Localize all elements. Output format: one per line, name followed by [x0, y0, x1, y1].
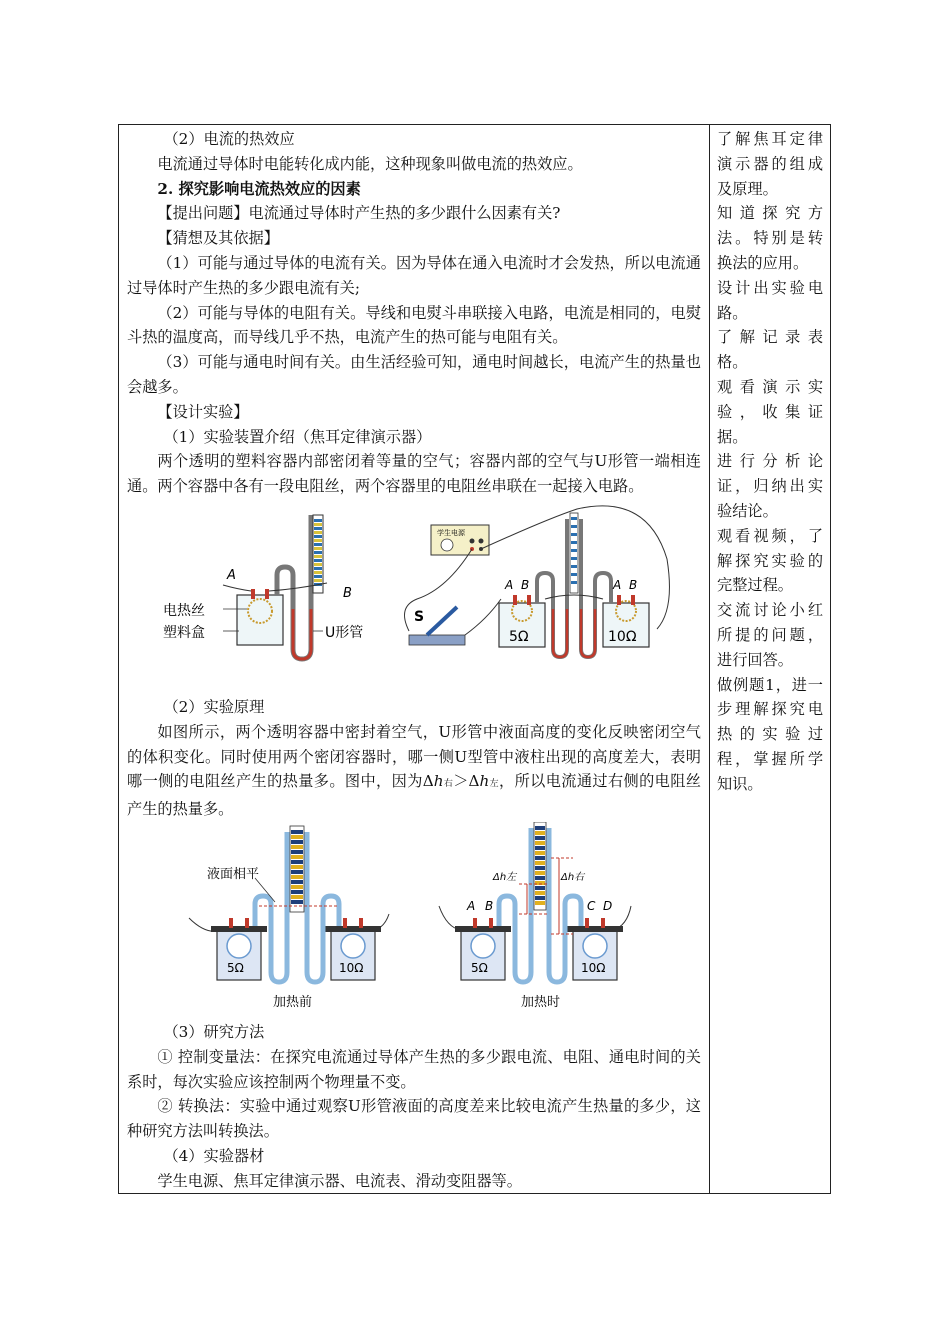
principle-paragraph: 如图所示，两个透明容器中密封着空气，U形管中液面高度的变化反映密闭空气的体积变化。同时使用两个密闭容器时，哪一侧U型管中液柱出现的高度差大，表明哪一侧的电阻丝产生的热量多。图中，因为Δh右＞Δh左，所以电流通过右侧的电阻丝产生的热量多。	[127, 722, 701, 819]
apparatus-paragraph: 两个透明的塑料容器内部密闭着等量的空气；容器内部的空气与U形管一端相连通。两个容器中各有一段电阻丝，两个容器里的电阻丝串联在一起接入电路。	[127, 452, 701, 496]
label-a2: A	[505, 577, 514, 592]
during-5ohm: 5Ω	[471, 960, 488, 975]
resistor-10-label: 10Ω	[608, 628, 637, 645]
side-note-7: 观看视频，了解探究实验的完整过程。	[717, 526, 823, 595]
dh-left-label: Δh左	[493, 871, 517, 883]
label-a3: A	[613, 577, 622, 592]
hypothesis-3: （3）可能与通电时间有关。由生活经验可知，通电时间越长，电流产生的热量也会越多。	[127, 353, 701, 396]
point-d: D	[603, 898, 613, 913]
question-paragraph: 【提出问题】电流通过导体时产生热的多少跟什么因素有关?	[157, 204, 561, 223]
label-level-equal: 液面相平	[207, 866, 260, 882]
side-note-6: 进行分析论证，归纳出实验结论。	[717, 452, 823, 520]
point-c: C	[587, 898, 596, 913]
apparatus-figure	[127, 499, 701, 695]
hypothesis-1: （1）可能与通过导体的电流有关。因为导体在通入电流时才会发热，所以电流通过导体时产生热的多少跟电流有关;	[127, 253, 701, 297]
apparatus-heading: （1）实验装置介绍（焦耳定律演示器）	[163, 427, 432, 446]
method-heading: （3）研究方法	[163, 1022, 265, 1041]
resistor-5-label: 5Ω	[509, 628, 529, 645]
principle-figure	[127, 822, 701, 1020]
method-control-variables: ① 控制变量法：在探究电流通过导体产生热的多少跟电流、电阻、通电时间的关系时，每次实验应该控制两个物理量不变。	[127, 1047, 701, 1091]
point-b: B	[485, 898, 494, 913]
label-u-tube: U形管	[325, 624, 364, 641]
during-10ohm: 10Ω	[581, 960, 606, 975]
side-note-4: 了解记录表格。	[717, 328, 823, 372]
side-note-9: 做例题1，进一步理解探究电热的实验过程，掌握所学知识。	[717, 675, 823, 793]
before-5ohm: 5Ω	[227, 960, 244, 975]
hypothesis-heading: 【猜想及其依据】	[157, 229, 279, 248]
side-note-2: 知道探究方法。特别是转换法的应用。	[717, 204, 823, 272]
apparatus-diagram	[127, 499, 701, 695]
equipment-list: 学生电源、焦耳定律演示器、电流表、滑动变阻器等。	[157, 1171, 522, 1190]
dh-right-label: Δh右	[561, 871, 585, 883]
switch-label: S	[414, 608, 425, 625]
section-heading: 2. 探究影响电流热效应的因素	[157, 179, 361, 198]
label-b2: B	[521, 577, 530, 592]
switch-base	[409, 635, 465, 645]
label-b: B	[343, 585, 352, 601]
side-note-5: 观看演示实验，收集证据。	[717, 377, 823, 446]
equipment-heading: （4）实验器材	[163, 1146, 265, 1165]
hypothesis-2: （2）可能与导体的电阻有关。导线和电熨斗串联接入电路，电流是相同的，电熨斗热的温度高，而导线几乎不热，电流产生的热可能与电阻有关。	[127, 303, 701, 347]
plastic-box	[237, 595, 283, 645]
label-b3: B	[629, 577, 638, 592]
principle-heading: （2）实验原理	[163, 697, 265, 716]
design-heading: 【设计实验】	[157, 402, 249, 421]
principle-diagram	[127, 822, 701, 1020]
before-10ohm: 10Ω	[339, 960, 364, 975]
point-a: A	[467, 898, 476, 913]
caption-during-heating: 加热时	[521, 994, 561, 1010]
side-column	[717, 127, 823, 797]
side-note-1: 了解焦耳定律演示器的组成及原理。	[717, 130, 823, 198]
label-box: 塑料盒	[163, 624, 205, 641]
main-column	[127, 127, 701, 1194]
label-a: A	[227, 567, 236, 583]
column-divider	[709, 125, 710, 1193]
caption-before-heating: 加热前	[273, 994, 313, 1010]
method-conversion: ② 转换法：实验中通过观察U形管液面的高度差来比较电流产生热量的多少，这种研究方法叫转换法。	[127, 1097, 701, 1141]
definition-paragraph: 电流通过导体时电能转化成内能，这种现象叫做电流的热效应。	[157, 154, 583, 173]
label-wire: 电热丝	[163, 602, 205, 619]
side-note-3: 设计出实验电路。	[717, 278, 823, 322]
power-supply-label: 学生电源	[437, 528, 465, 537]
subsection-heat-effect: （2）电流的热效应	[163, 130, 295, 148]
side-note-8: 交流讨论小红所提的问题，进行回答。	[717, 601, 823, 669]
lesson-table	[118, 124, 831, 1194]
